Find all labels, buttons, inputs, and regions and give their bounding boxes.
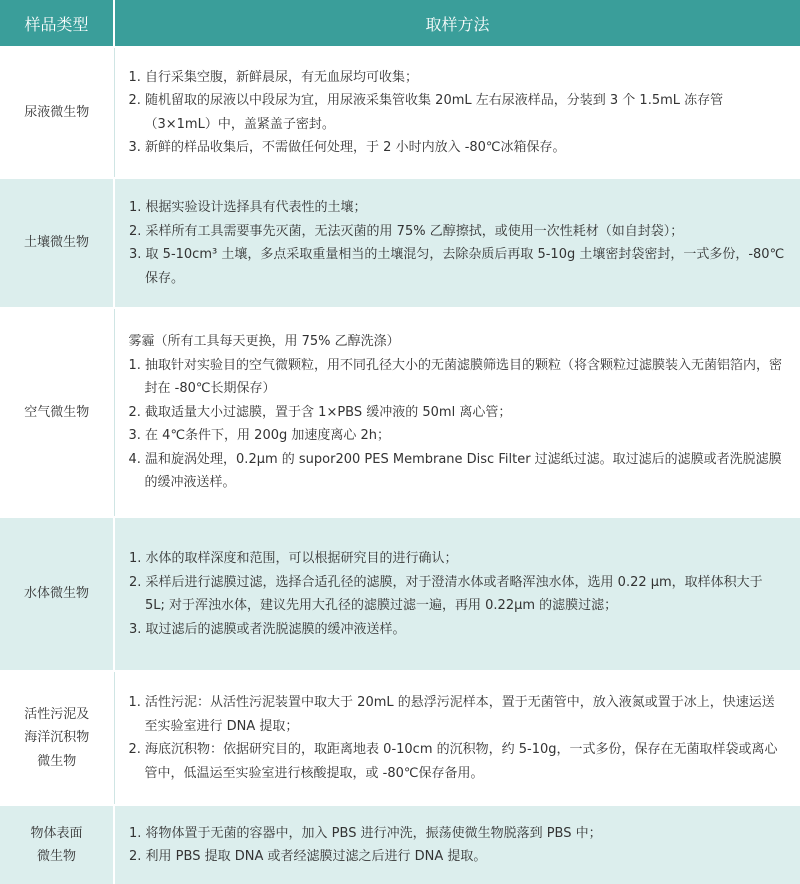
step-item: 2. 截取适量大小过滤膜，置于含 1×PBS 缓冲液的 50ml 离心管；	[128, 404, 512, 420]
sample-type-cell	[0, 517, 114, 671]
header-sample-type: 样品类型	[0, 0, 114, 47]
step-item: 2. 随机留取的尿液以中段尿为宜，用尿液采集管收集 20mL 左右尿液样品，分装到 3 个 1.5mL 冻存管（3×1mL）中，盖紧盖子密封。	[128, 93, 724, 132]
sample-type-label-line: 活性污泥及	[24, 706, 90, 722]
step-item: 4. 温和旋涡处理，0.2μm 的 supor200 PES Membrane Disc Filter 过滤纸过滤。取过滤后的滤膜或者洗脱滤膜的缓冲液送样。	[128, 451, 782, 491]
step-list	[129, 354, 787, 495]
header-sampling-method: 取样方法	[114, 0, 800, 47]
sample-type-label-line: 微生物	[36, 849, 76, 864]
step-list	[129, 66, 787, 160]
step-item: 1. 抽取针对实验目的空气微颗粒，用不同孔径大小的无菌滤膜筛选目的颗粒（将含颗粒过滤膜装入无菌铝箔内，密封在 -80℃长期保存）	[128, 357, 783, 397]
sample-type-cell	[0, 178, 114, 308]
table-row-urine	[0, 47, 800, 178]
step-list	[129, 547, 786, 641]
sample-type-label: 尿液微生物	[24, 104, 90, 120]
sample-type-label: 水体微生物	[23, 586, 89, 602]
sample-type-cell	[0, 308, 114, 517]
sample-type-label-line: 海洋沉积物	[24, 730, 90, 746]
step-item: 1. 水体的取样深度和范围，可以根据研究目的进行确认；	[129, 551, 458, 566]
sampling-method-cell	[114, 308, 800, 517]
table-row-soil	[0, 178, 800, 308]
sampling-method-cell	[114, 178, 800, 308]
step-list	[129, 822, 786, 869]
step-list	[129, 196, 786, 290]
table-row-water	[0, 517, 800, 671]
sample-type-cell	[0, 671, 114, 805]
sample-type-label-line: 微生物	[37, 753, 77, 769]
step-item: 1. 活性污泥：从活性污泥装置中取大于 20mL 的悬浮污泥样本，置于无菌管中，放入液氮或置于冰上，快速运送至实验室进行 DNA 提取；	[128, 695, 775, 734]
sample-type-cell	[0, 47, 114, 178]
step-item: 3. 取 5-10cm³ 土壤，多点采取重量相当的土壤混匀，去除杂质后再取 5-10g 土壤密封袋密封，一式多份，-80℃保存。	[129, 247, 785, 286]
step-item: 3. 新鲜的样品收集后，不需做任何处理，于 2 小时内放入 -80℃冰箱保存。	[128, 140, 566, 155]
step-item: 2. 采样所有工具需要事先灭菌，无法灭菌的用 75% 乙醇擦拭，或使用一次性耗材（如自封袋）；	[129, 223, 684, 239]
sample-type-label: 空气微生物	[24, 404, 90, 420]
sampling-method-cell	[114, 671, 800, 805]
step-item: 2. 海底沉积物：依据研究目的，取距离地表 0-10cm 的沉积物，约 5-10g，一式多份，保存在无菌取样袋或离心管中，低温运至实验室进行核酸提取，或 -80℃保存备用。	[128, 742, 778, 781]
table-row-air	[0, 308, 800, 517]
step-item: 1. 根据实验设计选择具有代表性的土壤；	[129, 200, 367, 215]
sampling-method-cell	[114, 517, 800, 671]
header-row	[0, 0, 800, 47]
step-item: 3. 在 4℃条件下，用 200g 加速度离心 2h；	[128, 428, 391, 444]
sampling-method-cell	[114, 47, 800, 178]
table-row-sludge-sediment	[0, 671, 800, 805]
step-item: 1. 自行采集空腹，新鲜晨尿，有无血尿均可收集；	[128, 69, 419, 85]
table-row-surface	[0, 805, 800, 884]
step-item: 2. 利用 PBS 提取 DNA 或者经滤膜过滤之后进行 DNA 提取。	[129, 849, 487, 864]
sample-type-label: 土壤微生物	[23, 235, 89, 251]
sampling-method-cell	[114, 805, 800, 884]
sample-type-cell	[0, 805, 114, 884]
step-item: 2. 采样后进行滤膜过滤，选择合适孔径的滤膜，对于澄清水体或者略浑浊水体，选用 0.22 μm，取样体积大于 5L; 对于浑浊水体，建议先用大孔径的滤膜过滤一遍，再用 0.22μm 的滤膜过滤；	[129, 574, 763, 613]
step-item: 3. 取过滤后的滤膜或者洗脱滤膜的缓冲液送样。	[129, 621, 406, 637]
method-intro: 雾霾（所有工具每天更换，用 75% 乙醇洗涤）	[128, 334, 400, 350]
step-item: 1. 将物体置于无菌的容器中，加入 PBS 进行冲洗，振荡使微生物脱落到 PBS 中；	[129, 825, 602, 841]
sample-type-label-line: 物体表面	[30, 825, 83, 841]
step-list	[129, 691, 787, 785]
